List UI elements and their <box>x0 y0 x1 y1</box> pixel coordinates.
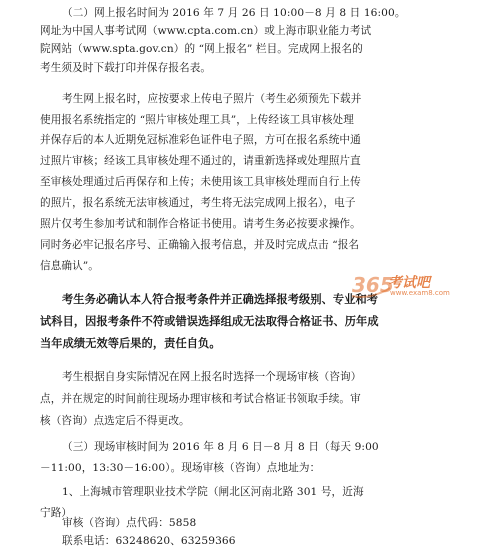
text-line-4: 考生须及时下载打印并保存报名表。 <box>40 62 212 74</box>
text-line-5: 考生网上报名时，应按要求上传电子照片（考生必须预先下载并 <box>62 93 362 105</box>
text-line-16: 核（咨询）点选定后不得更改。 <box>40 415 190 427</box>
bold-line-2: 试科目，因报考条件不符或错误选择组成无法取得合格证书、历年成 <box>40 315 379 328</box>
watermark-logo <box>350 268 450 304</box>
text-line-14: 考生根据自身实际情况在网上报名时选择一个现场审核（咨询） <box>62 371 362 383</box>
text-line-2: 网址为中国人事考试网（www.cpta.com.cn）或上海市职业能力考试 <box>40 25 372 37</box>
text-line-19: 1、上海城市管理职业技术学院（闸北区河南北路 301 号，近海 <box>62 486 364 498</box>
text-line-21: 审核（咨询）点代码：5858 <box>62 517 197 529</box>
text-line-6: 使用报名系统指定的 “照片审核处理工具”，上传经该工具审核处理 <box>40 114 354 126</box>
text-line-8: 过照片审核；经该工具审核处理不通过的，请重新选择或处理照片直 <box>40 155 361 167</box>
text-line-7: 并保存后的本人近期免冠标准彩色证件电子照，方可在报名系统中通 <box>40 134 361 146</box>
text-line-13: 信息确认”。 <box>40 260 99 272</box>
text-line-18: －11:00，13:30－16:00）。现场审核（咨询）点地址为： <box>40 462 321 474</box>
text-line-11: 照片仅考生参加考试和制作合格证书使用。请考生务必按要求操作。 <box>40 218 361 230</box>
watermark-url: www.exam8.com <box>390 289 450 297</box>
text-line-20: 宁路） <box>40 507 73 519</box>
text-line-22: 联系电话：63248620、63259366 <box>62 535 236 547</box>
text-line-15: 点，并在规定的时间前往现场办理审核和考试合格证书领取手续。审 <box>40 393 361 405</box>
text-line-12: 同时务必牢记报名序号、正确输入报考信息，并及时完成点击 “报名 <box>40 239 360 251</box>
watermark-brand: 考试吧 <box>388 275 430 291</box>
text-line-3: 院网站（www.spta.gov.cn）的 “网上报名” 栏目。完成网上报名的 <box>40 43 363 55</box>
bold-line-1: 考生务必确认本人符合报考条件并正确选择报考级别、专业和考 <box>62 293 379 306</box>
watermark-number: 365 <box>352 273 394 297</box>
text-line-17: （三）现场审核时间为 2016 年 8 月 6 日－8 月 8 日（每天 9:00 <box>62 441 379 453</box>
text-line-9: 至审核处理通过后再保存和上传；未使用该工具审核处理而自行上传 <box>40 176 361 188</box>
text-line-1: （二）网上报名时间为 2016 年 7 月 26 日 10:00－8 月 8 日 16:00。 <box>62 7 406 19</box>
bold-line-3: 当年成绩无效等后果的，责任自负。 <box>40 337 221 350</box>
text-line-10: 的照片，报名系统无法审核通过，考生将无法完成网上报名），电子 <box>40 197 356 209</box>
